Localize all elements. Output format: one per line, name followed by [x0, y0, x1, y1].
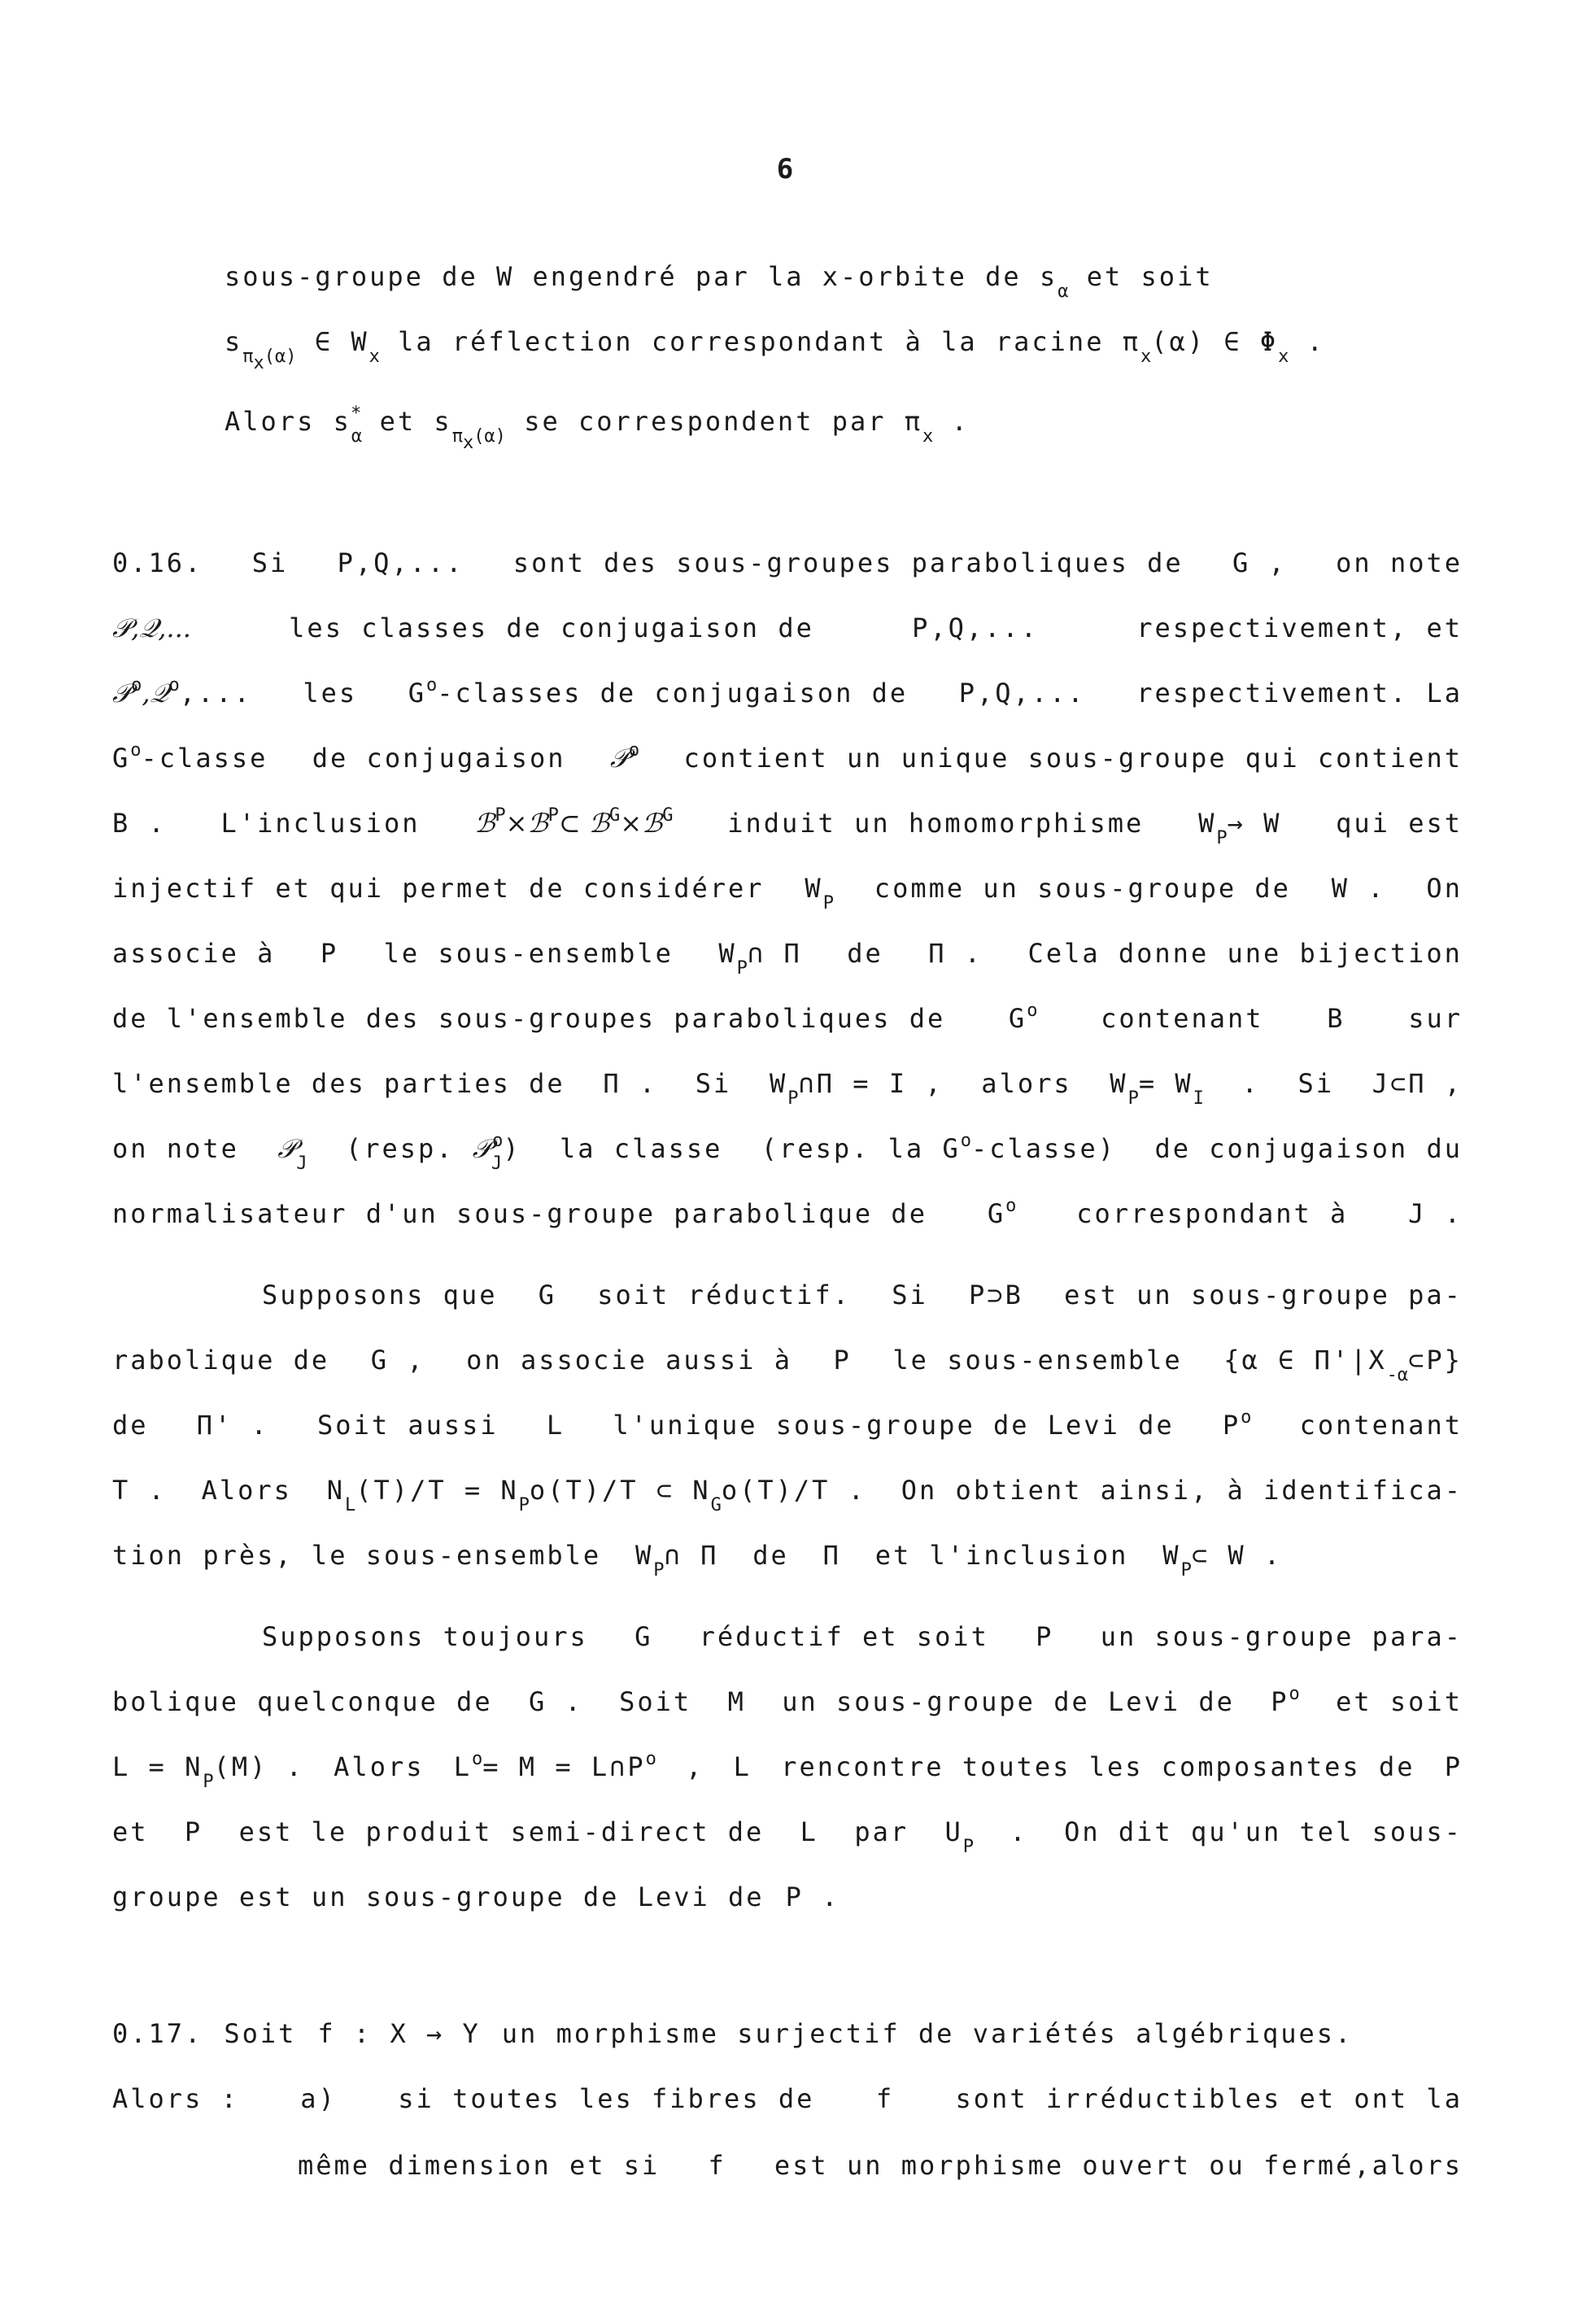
s016-line-3 [112, 677, 1463, 713]
script-text: ×ℬ [505, 808, 548, 839]
subscript: P [1180, 1560, 1192, 1581]
superscript: o [472, 1749, 483, 1769]
text: les [303, 678, 358, 709]
text: Alors s [225, 406, 351, 437]
script-text: ×ℬ [620, 808, 663, 839]
subscript: P [962, 1837, 975, 1857]
superscript: o [492, 1131, 504, 1151]
text: sont des sous-groupes paraboliques de [512, 547, 1184, 578]
text: bolique quelconque de [112, 1686, 493, 1717]
text: P⊃B [969, 1280, 1023, 1310]
text: G [408, 678, 427, 709]
s016-p2-line-5 [112, 1539, 1463, 1581]
superscript: P [547, 805, 559, 826]
superscript: G [662, 805, 674, 826]
text: ∩ Π [664, 1540, 719, 1571]
text: soit réductif. [597, 1280, 851, 1310]
s016-p3-line-5 [112, 1881, 1463, 1913]
subscript: x [462, 433, 474, 453]
section-number: 0.16. [112, 547, 203, 578]
s016-line-4 [112, 742, 1463, 778]
text: G [635, 1621, 653, 1652]
text: Soit aussi [317, 1410, 499, 1441]
superscript: o [1027, 1001, 1038, 1021]
s016-line-1 [112, 547, 1463, 579]
subscript: P [1216, 828, 1228, 848]
subscript: L [345, 1495, 356, 1515]
text: (resp. [345, 1133, 455, 1164]
subscript: π [242, 347, 254, 367]
text: = W [1138, 1068, 1193, 1099]
text: sont irréductibles et ont la [955, 2083, 1463, 2114]
text: → W [1227, 808, 1282, 839]
preamble-line-1 [225, 260, 1461, 302]
text: f [875, 2083, 895, 2114]
text: J⊂Π , [1372, 1068, 1463, 1099]
script-text: 𝒫,𝒬,... [112, 613, 191, 643]
text: et [112, 1816, 149, 1847]
text: induit un homomorphisme [727, 808, 1145, 839]
s016-p2-line-4 [112, 1474, 1463, 1515]
text: . [933, 406, 970, 437]
s017-line-1 [112, 2017, 1463, 2050]
text: même dimension et si [298, 2150, 661, 2181]
text: l'ensemble des parties de [112, 1068, 565, 1099]
text: et s [361, 406, 452, 437]
subscript: J [491, 1153, 503, 1174]
text: W [1198, 808, 1217, 839]
text: ⊂ W . [1191, 1540, 1283, 1571]
text: est un sous-groupe pa- [1064, 1280, 1463, 1310]
subscript: P [203, 1772, 214, 1792]
text: On dit qu'un tel sous- [1064, 1816, 1463, 1847]
text: la réflection correspondant à la racine π [379, 326, 1140, 357]
text: P,Q,... [912, 613, 1039, 643]
script-text: 𝒫 [277, 1133, 297, 1164]
text: les classes de conjugaison de [289, 613, 814, 643]
s016-line-10 [112, 1131, 1463, 1174]
text: comme un sous-groupe de [874, 873, 1291, 904]
text: la classe [560, 1133, 723, 1164]
s016-p3-line-4 [112, 1816, 1463, 1857]
text: si toutes les fibres de [398, 2083, 815, 2114]
text: U [944, 1816, 963, 1847]
text: o [721, 1475, 740, 1506]
preamble-line-3 [225, 403, 1461, 453]
text: = M = L∩P [482, 1751, 646, 1782]
superscript: o [1005, 1196, 1017, 1216]
text: alors [981, 1068, 1072, 1099]
text: Alors [201, 1475, 292, 1506]
subscript: x [253, 353, 264, 373]
text: W [805, 873, 823, 904]
text: G , [1232, 547, 1287, 578]
text: B [1327, 1003, 1345, 1034]
s016-line-7 [112, 937, 1463, 979]
script-text: 𝒫 [609, 743, 629, 774]
text: (M) . [213, 1751, 304, 1782]
s016-p2-line-2 [112, 1344, 1463, 1385]
text: et soit [1336, 1686, 1463, 1717]
text: L [453, 1751, 472, 1782]
text: on note [1336, 547, 1463, 578]
text: le sous-ensemble [892, 1345, 1183, 1376]
subscript: α [1058, 281, 1069, 302]
text: J . [1408, 1198, 1463, 1229]
s016-p2-line-1 [262, 1279, 1463, 1311]
subscript: G [710, 1495, 722, 1515]
text: un sous-groupe para- [1100, 1621, 1463, 1652]
script-text: ℬ [474, 808, 495, 839]
text: f : X → Y [317, 2018, 481, 2049]
subscript: P [1127, 1088, 1139, 1109]
text: L [800, 1816, 818, 1847]
text: ) [503, 1133, 521, 1164]
subscript: (α) [473, 426, 506, 447]
text: le sous-ensemble [383, 938, 674, 969]
s016-line-11 [112, 1197, 1463, 1234]
superscript: o [645, 1749, 656, 1769]
superscript: * [351, 403, 362, 424]
text: Si [695, 1068, 732, 1099]
s016-p2-line-3 [112, 1409, 1463, 1445]
text: G [112, 743, 131, 774]
text: P [1271, 1686, 1289, 1717]
text: P [320, 938, 339, 969]
text: W [635, 1540, 654, 1571]
text: réductif et soit [699, 1621, 989, 1652]
subscript: x [922, 426, 934, 447]
s016-line-9 [112, 1067, 1463, 1109]
text: P [1036, 1621, 1054, 1652]
text: Si [251, 547, 289, 578]
text: T . [112, 1475, 167, 1506]
text: -classes de conjugaison de [437, 678, 909, 709]
text: Supposons que [262, 1280, 498, 1310]
text: P [1222, 1410, 1241, 1441]
subscript: x [1140, 347, 1152, 367]
text: P,Q,... [337, 547, 464, 578]
text: Π' . [196, 1410, 269, 1441]
subscript: P [736, 958, 748, 979]
text: . [1010, 1816, 1028, 1847]
text: par [854, 1816, 909, 1847]
text: de [752, 1540, 789, 1571]
text: de conjugaison du [1154, 1133, 1463, 1164]
text: (T)/T . [739, 1475, 866, 1506]
text: (T)/T = N [355, 1475, 519, 1506]
text: est le produit semi-direct de [238, 1816, 765, 1847]
text: de [112, 1410, 149, 1441]
text: . [1289, 326, 1325, 357]
text: L'inclusion [220, 808, 421, 839]
text: l'unique sous-groupe de Levi de [613, 1410, 1175, 1441]
subscript: π [451, 426, 463, 447]
text: (T)/T ⊂ N [547, 1475, 711, 1506]
text: G , [370, 1345, 425, 1376]
script-text: 𝒫 [112, 678, 132, 709]
text: G [1008, 1003, 1027, 1034]
text: o [529, 1475, 548, 1506]
text: Supposons toujours [262, 1621, 588, 1652]
text: f [708, 2150, 726, 2181]
text: . [1241, 1068, 1260, 1099]
superscript: o [130, 740, 142, 761]
s016-p3-line-2 [112, 1685, 1463, 1722]
text: normalisateur d'un sous-groupe parabolique de [112, 1198, 927, 1229]
text: Si [1297, 1068, 1334, 1099]
text: on associe aussi à [466, 1345, 792, 1376]
text: ∩Π = I , [798, 1068, 944, 1099]
page-number: 6 [776, 153, 794, 185]
text: P [184, 1816, 203, 1847]
text: Π [822, 1540, 841, 1571]
text: W [1162, 1540, 1181, 1571]
text: G [538, 1280, 556, 1310]
text: G [987, 1198, 1006, 1229]
text: Π . [928, 938, 983, 969]
text: Π . [603, 1068, 658, 1099]
text: et soit [1068, 261, 1214, 292]
text: s [225, 326, 243, 357]
subscript: α [351, 426, 363, 447]
superscript: o [426, 675, 438, 695]
text: Soit [224, 2018, 297, 2049]
text: {α ∈ Π'|X [1223, 1345, 1387, 1376]
superscript: P [495, 805, 506, 826]
text: (resp. la [761, 1133, 925, 1164]
text: L = N [112, 1751, 203, 1782]
text: de [847, 938, 883, 969]
text: L [546, 1410, 565, 1441]
s016-p3-line-1 [262, 1620, 1463, 1653]
text: a) [300, 2083, 337, 2114]
text: se correspondent par π [505, 406, 923, 437]
text: de l'ensemble des sous-groupes paraboliques de [112, 1003, 946, 1034]
text: B . [112, 808, 167, 839]
text: associe à [112, 938, 276, 969]
text: P [833, 1345, 852, 1376]
text: Alors : [112, 2083, 239, 2114]
text: L [733, 1751, 752, 1782]
text: G [942, 1133, 961, 1164]
text: (α) ∈ Φ [1151, 326, 1279, 357]
text: P,Q,... [958, 678, 1086, 709]
text: G . [528, 1686, 583, 1717]
text: injectif et qui permet de considérer [112, 873, 765, 904]
s017-line-2 [112, 2082, 1463, 2115]
script-text: ,𝒬 [142, 678, 169, 709]
subscript: (α) [264, 347, 297, 367]
superscript: G [608, 805, 621, 826]
subscript: x [1278, 347, 1289, 367]
text: correspondant à [1076, 1198, 1349, 1229]
subscript: x [369, 347, 380, 367]
text: et l'inclusion [874, 1540, 1129, 1571]
s016-line-6 [112, 872, 1463, 913]
superscript: o [960, 1131, 971, 1151]
text: Cela donne une bijection [1027, 938, 1463, 969]
text: qui est [1336, 808, 1463, 839]
text: W [718, 938, 737, 969]
text: W [1110, 1068, 1128, 1099]
text: un morphisme surjectif de variétés algébriques. [501, 2018, 1354, 2049]
s016-line-5 [112, 805, 1463, 848]
text: ∈ W [296, 326, 369, 357]
text: est un morphisme ouvert ou fermé,alors [774, 2150, 1463, 2181]
section-number: 0.17. [112, 2018, 203, 2049]
superscript: o [168, 675, 180, 695]
preamble-line-2 [225, 325, 1461, 373]
superscript: o [628, 740, 640, 761]
subscript: -α [1386, 1365, 1409, 1385]
script-text: 𝒫 [472, 1133, 491, 1164]
subscript: I [1193, 1088, 1204, 1109]
s017-line-3 [298, 2149, 1463, 2182]
s016-p3-line-3 [112, 1749, 1463, 1792]
text: M [727, 1686, 746, 1717]
text: sur [1408, 1003, 1463, 1034]
superscript: o [1241, 1407, 1252, 1428]
text: Si [892, 1280, 928, 1310]
text: On obtient ainsi, à identifica- [901, 1475, 1463, 1506]
subscript: P [518, 1495, 530, 1515]
text: on note [112, 1133, 239, 1164]
text: ∩ Π [747, 938, 802, 969]
subscript: P [653, 1560, 665, 1581]
s016-line-8 [112, 1002, 1463, 1039]
text: contenant [1101, 1003, 1264, 1034]
text: respectivement, et [1136, 613, 1463, 643]
text: sous-groupe de W engendré par la x-orbite de s [225, 261, 1058, 292]
subscript: P [822, 893, 834, 913]
text: W [769, 1068, 788, 1099]
text: Alors [334, 1751, 425, 1782]
text: -classe [141, 743, 268, 774]
text: tion près, le sous-ensemble [112, 1540, 602, 1571]
text: contenant [1299, 1410, 1463, 1441]
text: groupe est un sous-groupe de Levi de [112, 1881, 765, 1912]
script-text: ⊂ ℬ [558, 808, 609, 839]
text: respectivement. La [1136, 678, 1463, 709]
text: Soit [619, 1686, 692, 1717]
superscript: o [1289, 1684, 1300, 1704]
text: P [1444, 1751, 1463, 1782]
text: On [1426, 873, 1463, 904]
text: ,... [179, 678, 252, 709]
text: , [686, 1751, 704, 1782]
text: de conjugaison [312, 743, 566, 774]
text: W . [1331, 873, 1386, 904]
text: P . [785, 1881, 840, 1912]
text: N [326, 1475, 346, 1506]
superscript: o [131, 675, 142, 695]
subscript: J [296, 1153, 307, 1174]
text: contient un unique sous-groupe qui contient [683, 743, 1463, 774]
text: rabolique de [112, 1345, 330, 1376]
subscript: P [787, 1088, 799, 1109]
text: -classe) [970, 1133, 1117, 1164]
text: un sous-groupe de Levi de [782, 1686, 1235, 1717]
text: rencontre toutes les composantes de [781, 1751, 1415, 1782]
text: ⊂P} [1408, 1345, 1463, 1376]
s016-line-2 [112, 612, 1463, 644]
